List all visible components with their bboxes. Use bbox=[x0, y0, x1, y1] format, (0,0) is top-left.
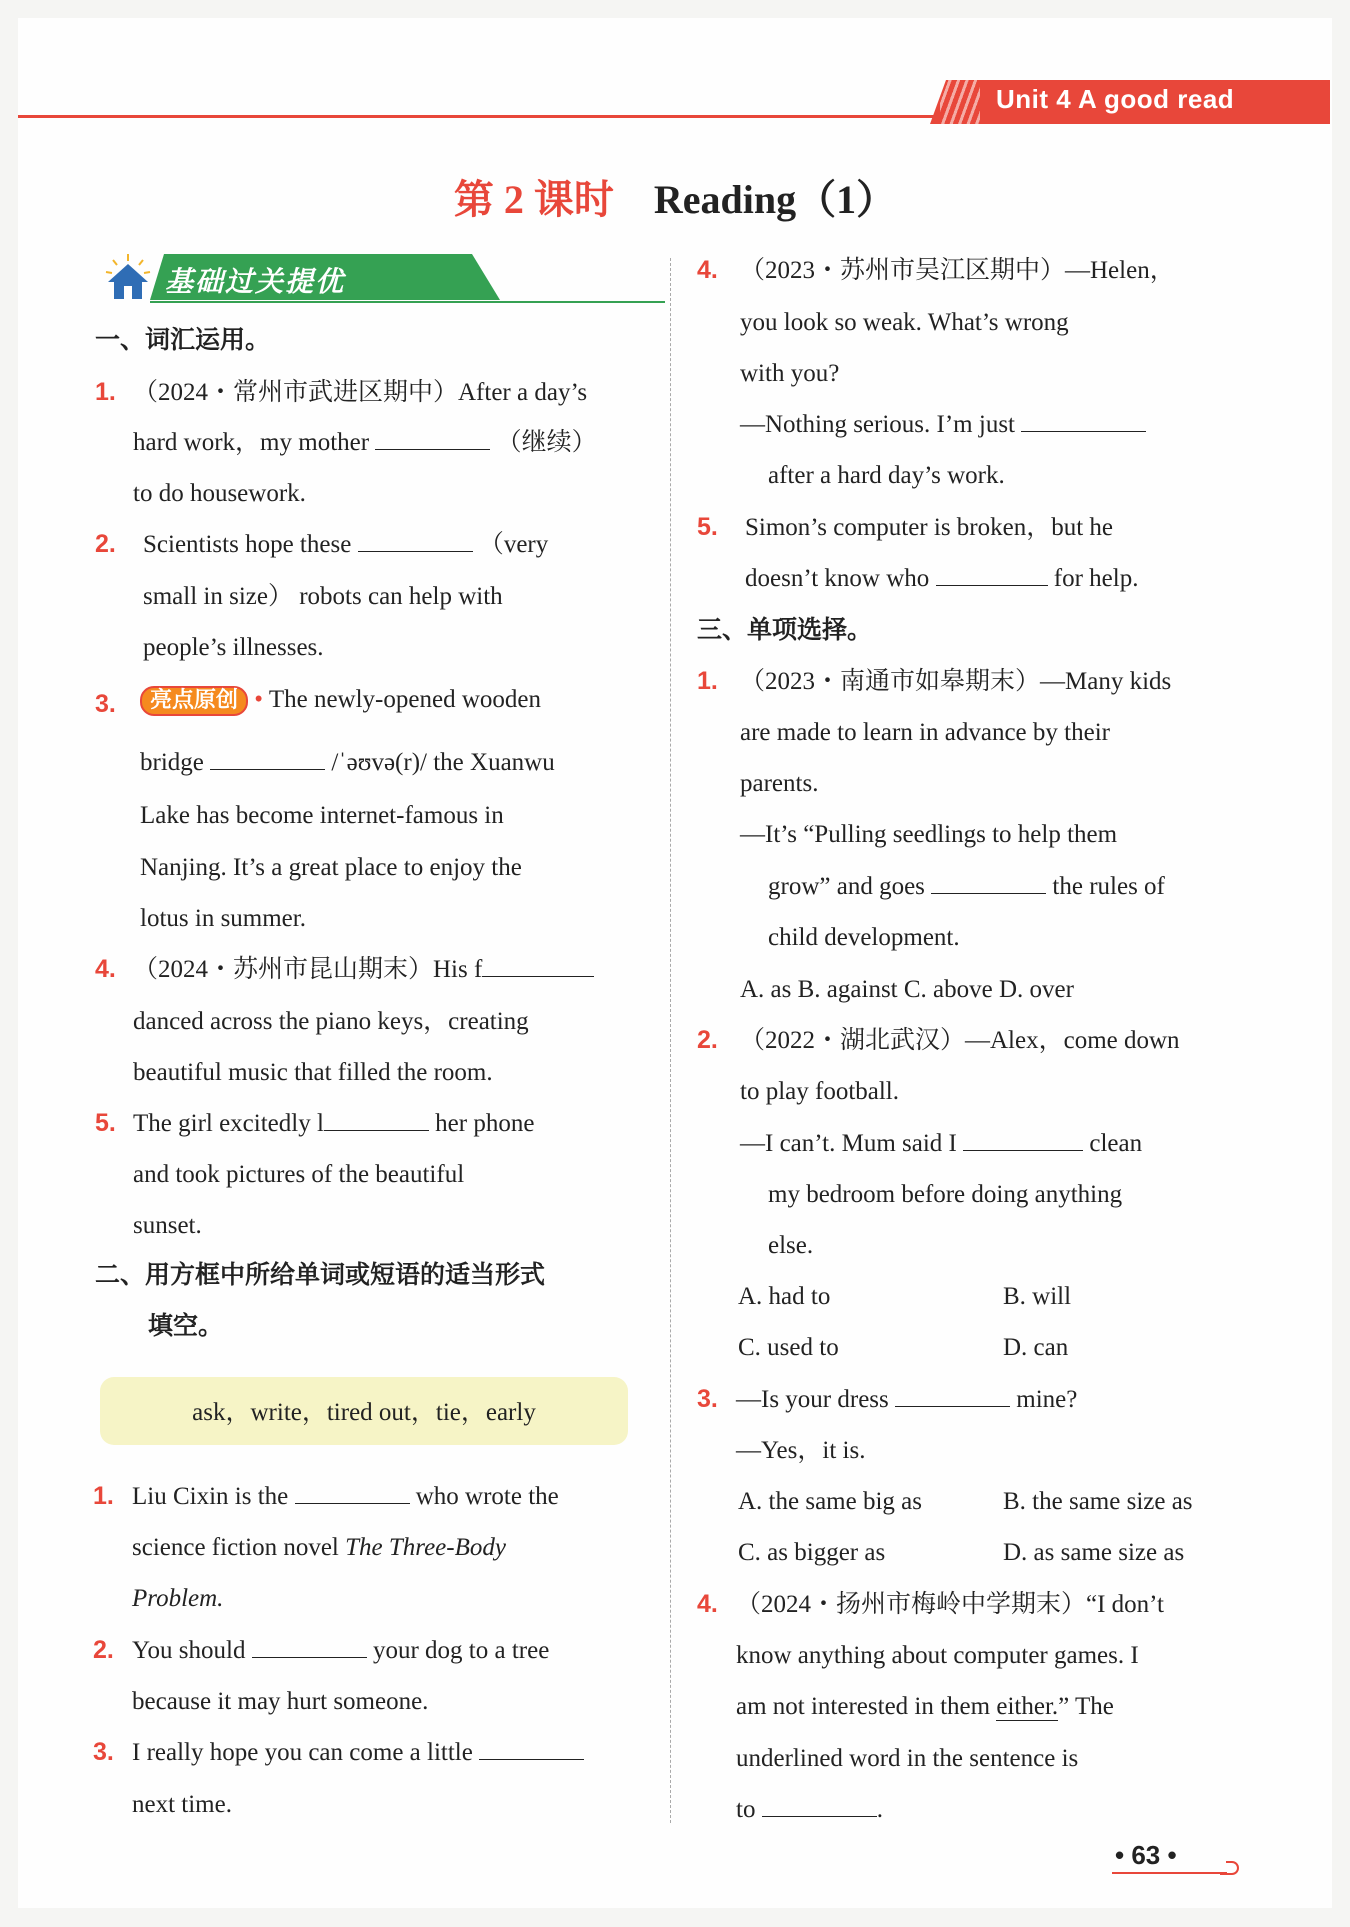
question-line: —Yes，it is. bbox=[736, 1437, 866, 1464]
question-line: —Is your dress mine? bbox=[736, 1386, 1078, 1413]
page-curl-icon bbox=[1218, 1856, 1240, 1878]
question-number: 2. bbox=[95, 530, 116, 558]
question-number: 3. bbox=[697, 1385, 718, 1413]
house-icon bbox=[103, 252, 153, 302]
question-line: Scientists hope these （very bbox=[143, 531, 549, 558]
question-number: 5. bbox=[95, 1109, 116, 1137]
option-c: C. as bigger as bbox=[738, 1539, 886, 1566]
question-line: small in size） robots can help with bbox=[143, 583, 503, 610]
question-line: You should your dog to a tree bbox=[132, 1637, 550, 1664]
question-line: next time. bbox=[132, 1791, 232, 1818]
question-line: —Nothing serious. I’m just bbox=[740, 412, 1146, 437]
question-line: underlined word in the sentence is bbox=[736, 1745, 1079, 1772]
question-number: 2. bbox=[93, 1636, 114, 1664]
question-line: you look so weak. What’s wrong bbox=[740, 309, 1069, 336]
answer-blank[interactable] bbox=[963, 1149, 1083, 1151]
question-number: 1. bbox=[95, 378, 116, 406]
question-line: after a hard day’s work. bbox=[768, 462, 1005, 489]
answer-blank[interactable] bbox=[358, 550, 473, 552]
option-b: B. will bbox=[1003, 1283, 1072, 1310]
question-line: with you? bbox=[740, 360, 840, 387]
question-line: （2023・南通市如皋期末）—Many kids bbox=[740, 668, 1172, 695]
answer-blank[interactable] bbox=[931, 892, 1046, 894]
answer-blank[interactable] bbox=[1021, 430, 1146, 432]
lesson-number: 第 2 课时 bbox=[453, 177, 614, 222]
question-number: 4. bbox=[697, 1590, 718, 1618]
column-divider bbox=[670, 258, 671, 1823]
question-line: （2024・苏州市昆山期末）His f bbox=[133, 957, 594, 982]
section-1-heading: 一、词汇运用。 bbox=[95, 325, 271, 354]
answer-blank[interactable] bbox=[375, 448, 490, 450]
question-line: 亮点原创 • The newly-opened wooden bbox=[140, 686, 541, 716]
question-line: （2023・苏州市吴江区期中）—Helen， bbox=[740, 257, 1175, 284]
original-badge: 亮点原创 bbox=[140, 686, 248, 716]
option-d: D. can bbox=[1003, 1334, 1069, 1361]
underlined-word: either. bbox=[996, 1693, 1059, 1720]
answer-blank[interactable] bbox=[252, 1656, 367, 1658]
question-number: 5. bbox=[697, 513, 718, 541]
question-line: Lake has become internet-famous in bbox=[140, 802, 504, 829]
option-a: A. the same big as bbox=[738, 1488, 922, 1515]
question-line: are made to learn in advance by their bbox=[740, 719, 1110, 746]
lesson-title bbox=[0, 168, 1350, 225]
option-d: D. as same size as bbox=[1003, 1539, 1185, 1566]
section-2-heading-cont: 填空。 bbox=[148, 1311, 224, 1340]
question-line: bridge /ˈəʊvə(r)/ the Xuanwu bbox=[140, 749, 555, 776]
question-line: sunset. bbox=[133, 1212, 202, 1239]
question-line: to do housework. bbox=[133, 480, 306, 507]
header-rule bbox=[18, 115, 958, 118]
question-line: parents. bbox=[740, 770, 819, 797]
question-line: The girl excitedly l her phone bbox=[133, 1110, 535, 1137]
question-line: I really hope you can come a little bbox=[132, 1740, 584, 1765]
answer-blank[interactable] bbox=[936, 584, 1048, 586]
question-line: child development. bbox=[768, 924, 960, 951]
question-line: because it may hurt someone. bbox=[132, 1688, 429, 1715]
question-line: science fiction novel The Three-Body bbox=[132, 1534, 506, 1561]
question-line: else. bbox=[768, 1232, 814, 1259]
question-line: Liu Cixin is the who wrote the bbox=[132, 1483, 559, 1510]
section-3-heading: 三、单项选择。 bbox=[697, 615, 873, 644]
question-line: people’s illnesses. bbox=[143, 634, 324, 661]
answer-blank[interactable] bbox=[324, 1129, 429, 1131]
unit-title: Unit 4 A good read bbox=[996, 84, 1235, 114]
section-2-heading: 二、用方框中所给单词或短语的适当形式 bbox=[95, 1260, 546, 1289]
answer-options: A. as B. against C. above D. over bbox=[740, 976, 1074, 1003]
question-text: （2024・常州市武进区期中）After a day’s bbox=[133, 379, 588, 406]
option-c: C. used to bbox=[738, 1334, 839, 1361]
question-number: 3. bbox=[95, 690, 116, 718]
question-line: （2024・扬州市梅岭中学期末）“I don’t bbox=[736, 1591, 1164, 1618]
question-line: lotus in summer. bbox=[140, 905, 306, 932]
question-line: beautiful music that filled the room. bbox=[133, 1059, 493, 1086]
question-line: to play football. bbox=[740, 1078, 899, 1105]
question-number: 2. bbox=[697, 1026, 718, 1054]
answer-blank[interactable] bbox=[210, 768, 325, 770]
question-line: hard work，my mother （继续） bbox=[133, 429, 597, 456]
word-box-text: ask，write，tired out，tie，early bbox=[192, 1399, 536, 1426]
question-number: 4. bbox=[95, 955, 116, 983]
question-line: Simon’s computer is broken，but he bbox=[745, 514, 1114, 541]
answer-blank[interactable] bbox=[895, 1405, 1010, 1407]
question-line: （2022・湖北武汉）—Alex，come down bbox=[740, 1027, 1180, 1054]
question-line: am not interested in them either.” The bbox=[736, 1693, 1114, 1720]
question-line: doesn’t know who for help. bbox=[745, 565, 1139, 592]
question-line: know anything about computer games. I bbox=[736, 1642, 1139, 1669]
option-b: B. the same size as bbox=[1003, 1488, 1193, 1515]
page-number: • 63 • bbox=[1115, 1840, 1177, 1870]
question-line: Problem. bbox=[132, 1585, 224, 1612]
answer-blank[interactable] bbox=[482, 975, 594, 977]
section-banner bbox=[95, 252, 665, 307]
answer-blank[interactable] bbox=[479, 1758, 584, 1760]
section-banner-title: 基础过关提优 bbox=[165, 265, 346, 298]
question-number: 3. bbox=[93, 1738, 114, 1766]
question-number: 1. bbox=[93, 1482, 114, 1510]
question-line: —It’s “Pulling seedlings to help them bbox=[740, 821, 1118, 848]
question-number: 1. bbox=[697, 667, 718, 695]
question-line: Nanjing. It’s a great place to enjoy the bbox=[140, 854, 522, 881]
question-line: and took pictures of the beautiful bbox=[133, 1161, 465, 1188]
question-line: grow” and goes the rules of bbox=[768, 873, 1165, 900]
answer-blank[interactable] bbox=[762, 1815, 877, 1817]
answer-blank[interactable] bbox=[295, 1502, 410, 1504]
question-line: my bedroom before doing anything bbox=[768, 1181, 1123, 1208]
question-number: 4. bbox=[697, 256, 718, 284]
question-line: to . bbox=[736, 1796, 883, 1823]
lesson-name: Reading（1） bbox=[653, 177, 897, 222]
option-a: A. had to bbox=[738, 1283, 831, 1310]
question-line: —I can’t. Mum said I clean bbox=[740, 1130, 1143, 1157]
page-number-rule bbox=[1112, 1872, 1227, 1874]
question-line: danced across the piano keys，creating bbox=[133, 1008, 529, 1035]
